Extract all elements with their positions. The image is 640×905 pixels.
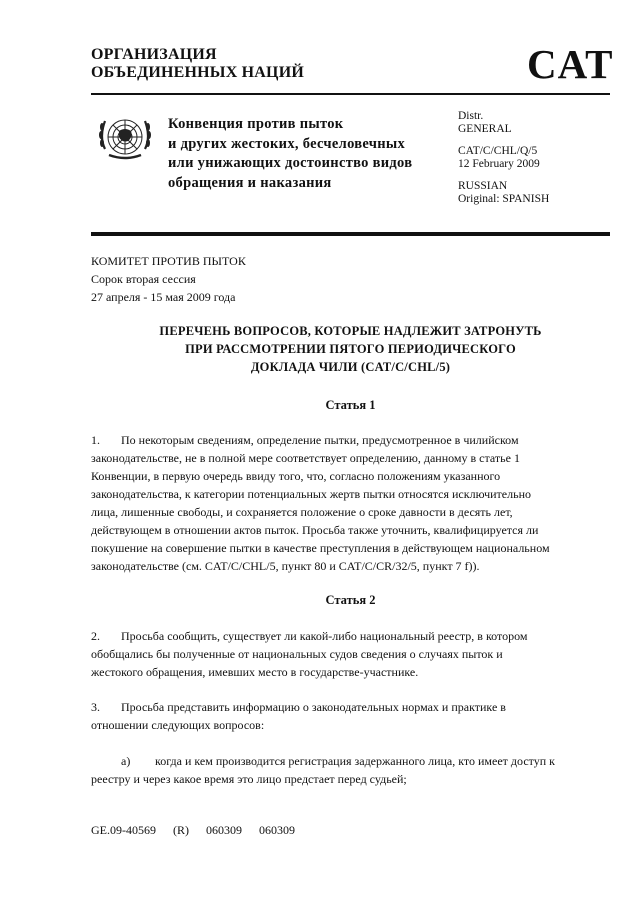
paragraph-line: жестокого обращения, имевших место в государстве-участнике.	[91, 665, 419, 679]
distribution-block	[458, 110, 549, 206]
doc-date: 12 February 2009	[458, 158, 540, 170]
committee-name: КОМИТЕТ ПРОТИВ ПЫТОК	[91, 254, 246, 268]
paragraph-line: реестру и через какое время это лицо предстает перед судьей;	[91, 772, 407, 786]
doc-language: RUSSIAN	[458, 180, 508, 192]
subparagraph-a	[91, 752, 601, 788]
paragraph-line: обобщались бы полученные от национальных судов сведения о случаях пыток и	[91, 647, 503, 661]
paragraph-line: отношении следующих вопросов:	[91, 718, 265, 732]
paragraph-line: законодательстве, не в полной мере соответствует определению, данному в статье 1	[91, 451, 520, 465]
organization-line-2: ОБЪЕДИНЕННЫХ НАЦИЙ	[91, 64, 304, 81]
footer-date-2: 060309	[259, 823, 295, 837]
un-emblem-icon	[95, 109, 155, 169]
doc-original-language: Original: SPANISH	[458, 193, 550, 205]
bottom-rule-divider	[91, 232, 610, 236]
convention-line: Конвенция против пыток	[168, 116, 344, 132]
language-code: (R)	[173, 823, 189, 837]
paragraph-1	[91, 431, 591, 575]
organization-name	[91, 46, 304, 82]
paragraph-number: 2.	[91, 629, 100, 643]
convention-line: обращения и наказания	[168, 174, 332, 191]
paragraph-2	[91, 627, 591, 681]
paragraph-line: Конвенции, в первую очередь ввиду того, что, согласно положениям указанного	[91, 469, 501, 483]
committee-block	[91, 252, 246, 306]
document-title	[91, 322, 610, 376]
committee-session: Сорок вторая сессия	[91, 272, 196, 286]
title-line: ДОКЛАДА ЧИЛИ (CAT/C/CHL/5)	[250, 360, 451, 374]
title-line: ПРИ РАССМОТРЕНИИ ПЯТОГО ПЕРИОДИЧЕСКОГО	[185, 342, 516, 356]
paragraph-number: 1.	[91, 433, 100, 447]
top-rule-divider	[91, 93, 610, 95]
convention-line: или унижающих достоинство видов	[168, 155, 413, 171]
paragraph-line: По некоторым сведениям, определение пытки, предусмотренное в чилийском	[121, 433, 519, 447]
paragraph-line: Просьба представить информацию о законодательных нормах и практике в	[121, 700, 506, 714]
organization-line-1: ОРГАНИЗАЦИЯ	[91, 46, 217, 63]
distr-value: GENERAL	[458, 123, 512, 135]
paragraph-line: покушение на совершение пытки в качестве преступления в действующем национальном	[91, 541, 550, 555]
job-number: GE.09-40569	[91, 823, 156, 837]
title-line: ПЕРЕЧЕНЬ ВОПРОСОВ, КОТОРЫЕ НАДЛЕЖИТ ЗАТРОНУТЬ	[159, 324, 542, 338]
convention-line: и других жестоких, бесчеловечных	[168, 135, 406, 152]
paragraph-line: когда и кем производится регистрация задержанного лица, кто имеет доступ к	[155, 754, 555, 768]
paragraph-3	[91, 698, 591, 734]
section-heading-article-2: Статья 2	[325, 593, 376, 607]
footer-date-1: 060309	[206, 823, 242, 837]
paragraph-line: законодательства, к категории потенциальных жертв пытки относятся исключительно	[91, 487, 531, 501]
convention-title	[168, 115, 412, 193]
subparagraph-letter: a)	[121, 754, 131, 768]
document-footer	[91, 822, 307, 838]
paragraph-number: 3.	[91, 700, 100, 714]
paragraph-line: Просьба сообщить, существует ли какой-либо национальный реестр, в котором	[121, 629, 528, 643]
paragraph-line: действующем в отношении актов пыток. Просьба также уточнить, квалифицируется ли	[91, 523, 539, 537]
paragraph-line: законодательстве (см. CAT/C/CHL/5, пункт 80 и CAT/C/CR/32/5, пункт 7 f)).	[91, 559, 480, 573]
section-heading-article-1: Статья 1	[325, 398, 376, 412]
distr-label: Distr.	[458, 110, 484, 122]
committee-dates: 27 апреля - 15 мая 2009 года	[91, 290, 236, 304]
document-symbol-cat: CAT	[527, 41, 614, 87]
paragraph-line: лица, лишенные свободы, и сохраняется положение о сроке давности в десять лет,	[91, 505, 513, 519]
doc-symbol: CAT/C/CHL/Q/5	[458, 145, 538, 157]
